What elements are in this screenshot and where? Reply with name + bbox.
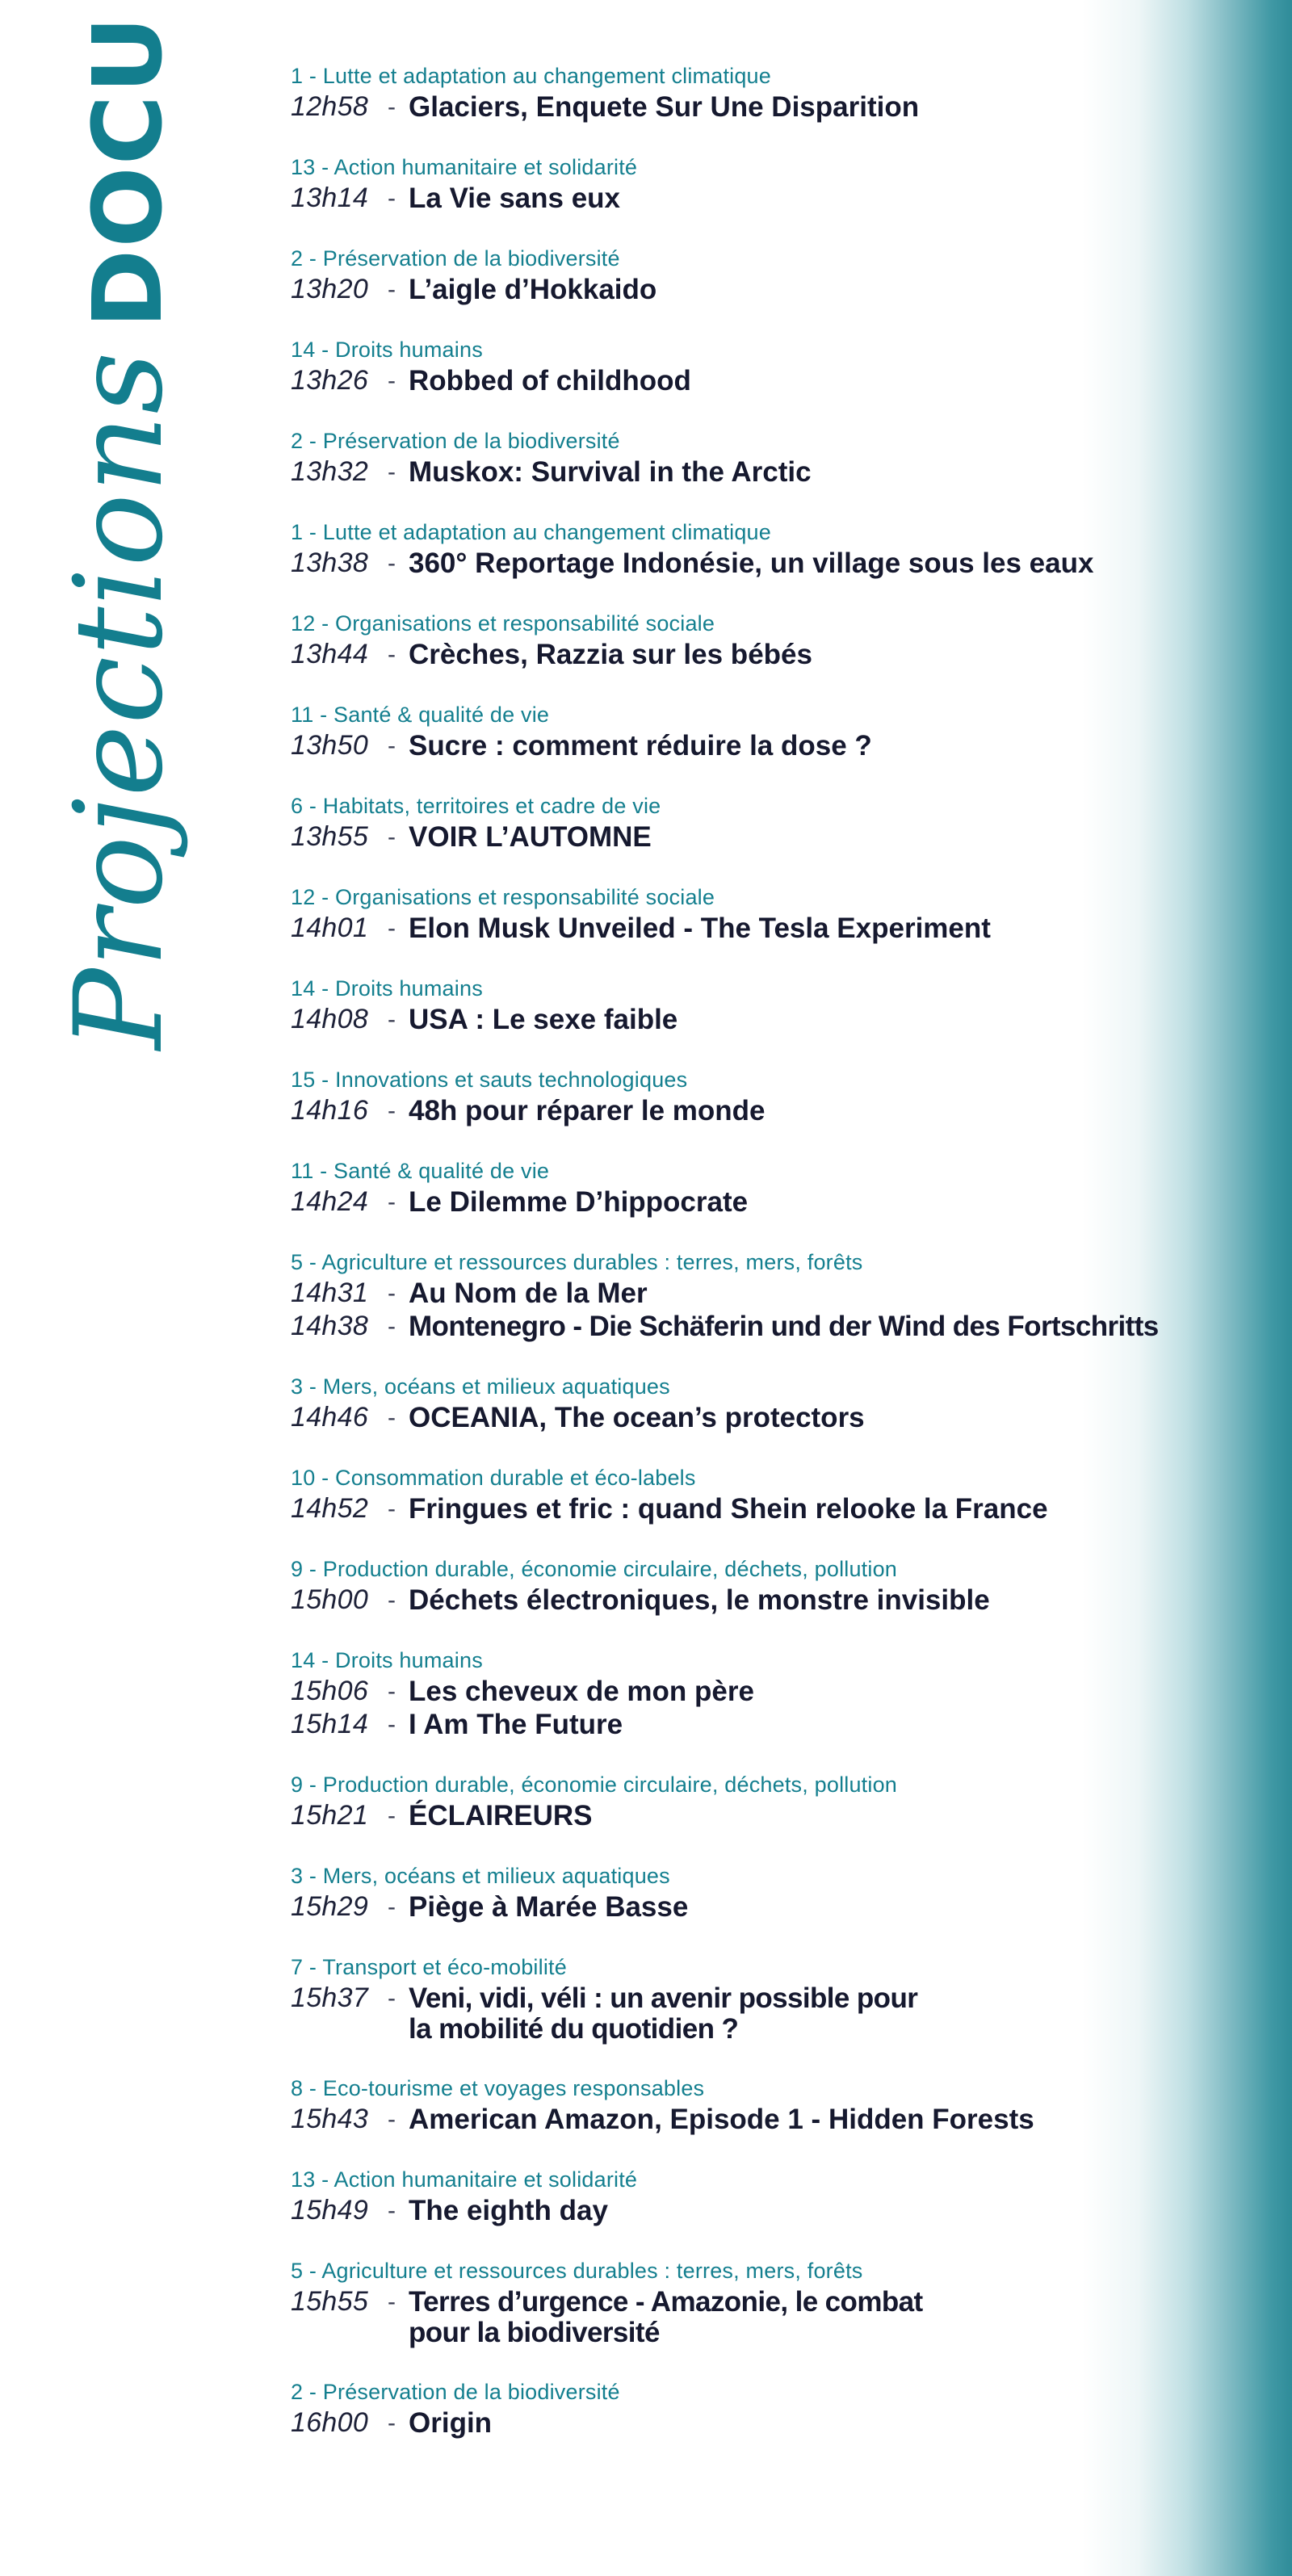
- screening-time: 14h38: [291, 1311, 369, 1341]
- film-title: American Amazon, Episode 1 - Hidden Forests: [409, 2104, 1034, 2135]
- separator-dash: -: [388, 1189, 396, 1215]
- screening-time: 14h01: [291, 913, 369, 943]
- separator-dash: -: [388, 1097, 396, 1124]
- category-label: 5 - Agriculture et ressources durables : terres, mers, forêts: [291, 2259, 863, 2283]
- category-label: 11 - Santé & qualité de vie: [291, 703, 550, 727]
- category-label: 2 - Préservation de la biodiversité: [291, 2380, 620, 2404]
- schedule-group: [291, 1248, 1260, 1343]
- schedule-group: [291, 153, 1260, 215]
- title-script-text: Projections: [49, 350, 190, 1050]
- screening-time: 14h16: [291, 1095, 369, 1126]
- category-label: 5 - Agriculture et ressources durables : terres, mers, forêts: [291, 1250, 863, 1274]
- category-label: 1 - Lutte et adaptation au changement climatique: [291, 64, 771, 88]
- schedule-group: [291, 1463, 1260, 1525]
- screening-row: [291, 182, 1260, 215]
- schedule-group: [291, 883, 1260, 945]
- schedule-group: [291, 1646, 1260, 1741]
- category-label: 1 - Lutte et adaptation au changement climatique: [291, 520, 771, 544]
- film-title: USA : Le sexe faible: [409, 1004, 678, 1035]
- film-title: Robbed of childhood: [409, 365, 691, 396]
- category-label: 13 - Action humanitaire et solidarité: [291, 155, 638, 179]
- screening-row: [291, 1584, 1260, 1617]
- screening-time: 15h49: [291, 2195, 369, 2226]
- film-title: 360° Reportage Indonésie, un village sous les eaux: [409, 548, 1094, 579]
- screening-row: [291, 547, 1260, 580]
- schedule-group: [291, 2377, 1260, 2440]
- separator-dash: -: [388, 1985, 396, 2012]
- film-title: 48h pour réparer le monde: [409, 1095, 766, 1126]
- category-label: 14 - Droits humains: [291, 1648, 483, 1672]
- screening-time: 12h58: [291, 91, 369, 122]
- schedule-group: [291, 2165, 1260, 2227]
- screening-time: 14h52: [291, 1493, 369, 1524]
- screening-time: 15h29: [291, 1891, 369, 1922]
- schedule-group: [291, 609, 1260, 671]
- film-title: Terres d’urgence - Amazonie, le combat pour la biodiversité: [409, 2286, 923, 2348]
- screening-row: [291, 1310, 1260, 1343]
- schedule-group: [291, 700, 1260, 762]
- title-bold-text: DOCU: [72, 14, 183, 329]
- separator-dash: -: [388, 2289, 396, 2315]
- category-label: 14 - Droits humains: [291, 338, 483, 362]
- separator-dash: -: [388, 1313, 396, 1340]
- film-title: Veni, vidi, véli : un avenir possible pour la mobilité du quotidien ?: [409, 1982, 918, 2045]
- film-title: The eighth day: [409, 2195, 608, 2226]
- schedule-list: [291, 61, 1260, 2469]
- screening-time: 13h50: [291, 730, 369, 761]
- film-title: Elon Musk Unveiled - The Tesla Experiment: [409, 913, 991, 944]
- separator-dash: -: [388, 1894, 396, 1920]
- page-title: [49, 14, 190, 1050]
- screening-row: [291, 364, 1260, 397]
- schedule-group: [291, 974, 1260, 1036]
- schedule-group: [291, 61, 1260, 124]
- screening-time: 15h00: [291, 1584, 369, 1615]
- category-label: 8 - Eco-tourisme et voyages responsables: [291, 2076, 705, 2100]
- screening-time: 14h31: [291, 1278, 369, 1308]
- screening-row: [291, 1003, 1260, 1036]
- category-label: 14 - Droits humains: [291, 976, 483, 1001]
- category-label: 2 - Préservation de la biodiversité: [291, 246, 620, 271]
- screening-row: [291, 912, 1260, 945]
- schedule-group: [291, 2074, 1260, 2136]
- category-label: 9 - Production durable, économie circulaire, déchets, pollution: [291, 1773, 898, 1797]
- schedule-group: [291, 335, 1260, 397]
- category-label: 2 - Préservation de la biodiversité: [291, 429, 620, 453]
- screening-row: [291, 2406, 1260, 2440]
- schedule-group: [291, 518, 1260, 580]
- screening-row: [291, 729, 1260, 762]
- screening-row: [291, 2285, 1260, 2348]
- separator-dash: -: [388, 459, 396, 485]
- film-title: Le Dilemme D’hippocrate: [409, 1186, 749, 1218]
- screening-time: 13h20: [291, 274, 369, 304]
- separator-dash: -: [388, 732, 396, 759]
- film-title: Glaciers, Enquete Sur Une Disparition: [409, 91, 920, 123]
- screening-row: [291, 2194, 1260, 2227]
- screening-time: 13h14: [291, 183, 369, 213]
- schedule-group: [291, 1861, 1260, 1924]
- schedule-group: [291, 1156, 1260, 1219]
- screening-time: 15h43: [291, 2104, 369, 2134]
- separator-dash: -: [388, 1678, 396, 1705]
- separator-dash: -: [388, 641, 396, 668]
- screening-row: [291, 1708, 1260, 1741]
- film-title: Fringues et fric : quand Shein relooke la France: [409, 1493, 1048, 1525]
- screening-row: [291, 90, 1260, 124]
- separator-dash: -: [388, 1587, 396, 1613]
- separator-dash: -: [388, 367, 396, 394]
- screening-time: 13h38: [291, 548, 369, 578]
- schedule-group: [291, 1554, 1260, 1617]
- screening-time: 15h14: [291, 1709, 369, 1739]
- screening-row: [291, 1890, 1260, 1924]
- schedule-group: [291, 1770, 1260, 1832]
- screening-row: [291, 455, 1260, 489]
- screening-time: 16h00: [291, 2407, 369, 2438]
- schedule-group: [291, 244, 1260, 306]
- screening-row: [291, 1277, 1260, 1310]
- screening-row: [291, 1675, 1260, 1708]
- separator-dash: -: [388, 1280, 396, 1307]
- film-title: Au Nom de la Mer: [409, 1278, 648, 1309]
- screening-row: [291, 273, 1260, 306]
- film-title: Montenegro - Die Schäferin und der Wind des Fortschritts: [409, 1311, 1159, 1342]
- screening-row: [291, 1185, 1260, 1219]
- category-label: 9 - Production durable, économie circulaire, déchets, pollution: [291, 1557, 898, 1581]
- screening-row: [291, 1492, 1260, 1525]
- film-title: I Am The Future: [409, 1709, 623, 1740]
- category-label: 13 - Action humanitaire et solidarité: [291, 2167, 638, 2192]
- separator-dash: -: [388, 276, 396, 303]
- screening-time: 14h08: [291, 1004, 369, 1034]
- screening-row: [291, 1799, 1260, 1832]
- separator-dash: -: [388, 915, 396, 942]
- schedule-group: [291, 1372, 1260, 1434]
- screening-row: [291, 1094, 1260, 1127]
- screening-time: 14h46: [291, 1402, 369, 1433]
- film-title: OCEANIA, The ocean’s protectors: [409, 1402, 865, 1433]
- screening-time: 14h24: [291, 1186, 369, 1217]
- screening-row: [291, 820, 1260, 854]
- schedule-group: [291, 1065, 1260, 1127]
- category-label: 6 - Habitats, territoires et cadre de vie: [291, 794, 661, 818]
- screening-row: [291, 2103, 1260, 2136]
- screening-time: 13h44: [291, 639, 369, 669]
- separator-dash: -: [388, 1006, 396, 1033]
- film-title: Les cheveux de mon père: [409, 1676, 754, 1707]
- film-title: Déchets électroniques, le monstre invisible: [409, 1584, 990, 1616]
- screening-time: 13h26: [291, 365, 369, 396]
- separator-dash: -: [388, 2410, 396, 2436]
- separator-dash: -: [388, 1496, 396, 1522]
- screening-row: [291, 1982, 1260, 2045]
- category-label: 10 - Consommation durable et éco-labels: [291, 1466, 696, 1490]
- separator-dash: -: [388, 2197, 396, 2224]
- schedule-group: [291, 426, 1260, 489]
- screening-time: 15h55: [291, 2286, 369, 2317]
- category-label: 12 - Organisations et responsabilité sociale: [291, 885, 715, 909]
- category-label: 3 - Mers, océans et milieux aquatiques: [291, 1374, 670, 1399]
- film-title: La Vie sans eux: [409, 183, 621, 214]
- category-label: 11 - Santé & qualité de vie: [291, 1159, 550, 1183]
- film-title: ÉCLAIREURS: [409, 1800, 593, 1831]
- separator-dash: -: [388, 1711, 396, 1738]
- screening-time: 15h21: [291, 1800, 369, 1831]
- schedule-group: [291, 2256, 1260, 2348]
- screening-time: 15h06: [291, 1676, 369, 1706]
- screening-row: [291, 1401, 1260, 1434]
- schedule-group: [291, 1953, 1260, 2045]
- film-title: Sucre : comment réduire la dose ?: [409, 730, 872, 761]
- screening-time: 13h32: [291, 456, 369, 487]
- film-title: Muskox: Survival in the Arctic: [409, 456, 812, 488]
- category-label: 3 - Mers, océans et milieux aquatiques: [291, 1864, 670, 1888]
- separator-dash: -: [388, 550, 396, 577]
- screening-time: 13h55: [291, 821, 369, 852]
- film-title: L’aigle d’Hokkaido: [409, 274, 657, 305]
- screening-row: [291, 638, 1260, 671]
- separator-dash: -: [388, 824, 396, 850]
- separator-dash: -: [388, 94, 396, 120]
- screening-time: 15h37: [291, 1982, 369, 2013]
- film-title: VOIR L’AUTOMNE: [409, 821, 652, 853]
- schedule-group: [291, 791, 1260, 854]
- category-label: 7 - Transport et éco-mobilité: [291, 1955, 567, 1979]
- category-label: 15 - Innovations et sauts technologiques: [291, 1068, 688, 1092]
- film-title: Origin: [409, 2407, 493, 2439]
- separator-dash: -: [388, 185, 396, 212]
- film-title: Crèches, Razzia sur les bébés: [409, 639, 812, 670]
- separator-dash: -: [388, 1404, 396, 1431]
- separator-dash: -: [388, 1802, 396, 1829]
- category-label: 12 - Organisations et responsabilité sociale: [291, 611, 715, 636]
- film-title: Piège à Marée Basse: [409, 1891, 689, 1923]
- separator-dash: -: [388, 2106, 396, 2133]
